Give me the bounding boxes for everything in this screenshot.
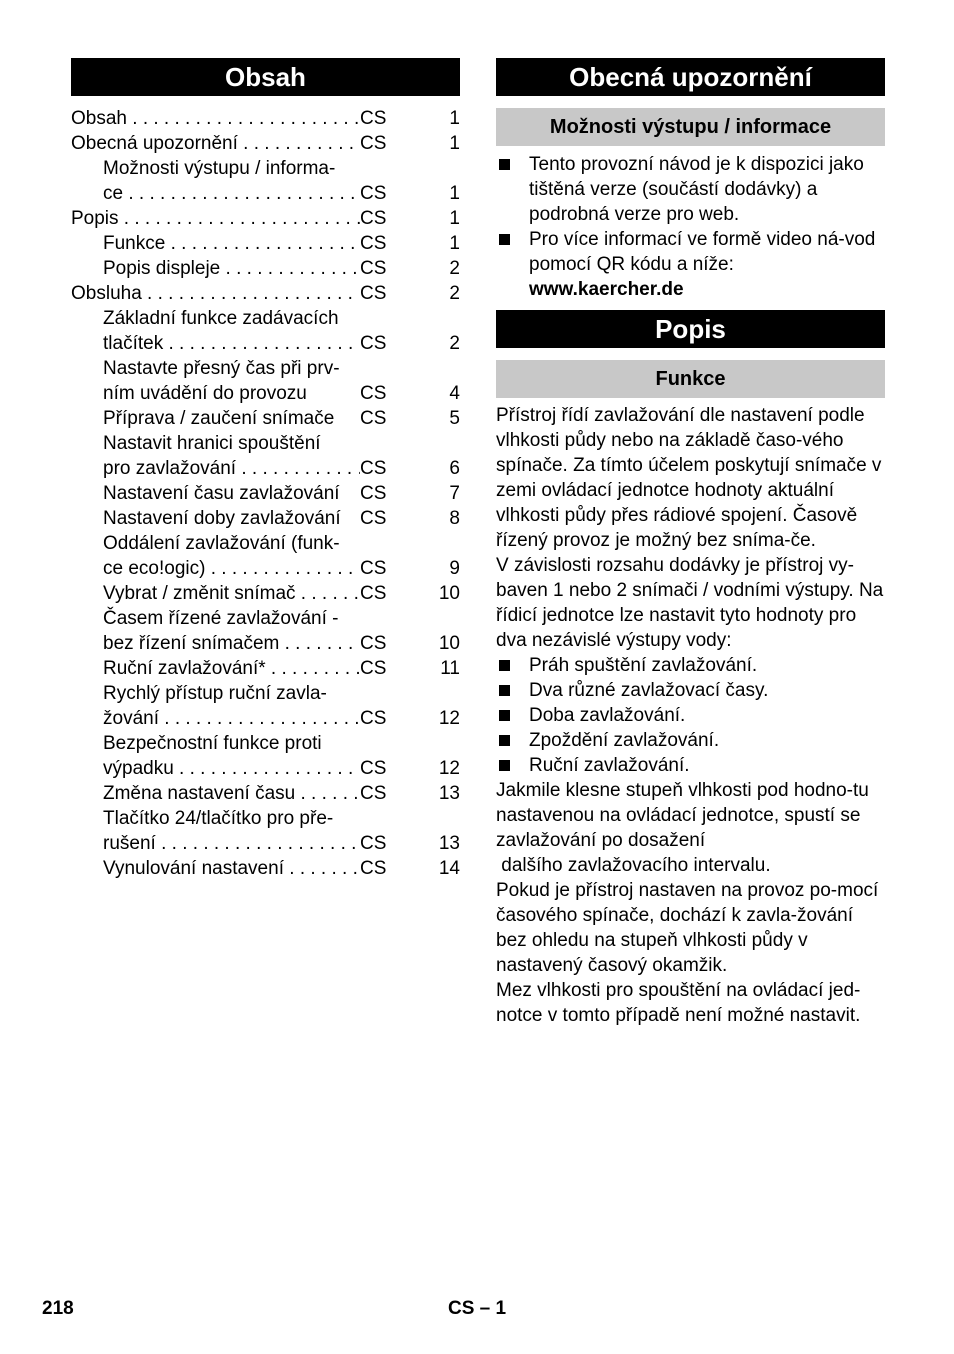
toc-entry-title [71, 856, 360, 881]
toc-entry-page: 2 [449, 283, 460, 304]
output-options-subheading: Možnosti výstupu / informace [496, 108, 885, 146]
toc-entry-language: CS [360, 708, 387, 729]
toc-entry-page: 11 [440, 658, 460, 679]
toc-entry-title-line: žování . . . [103, 706, 360, 731]
toc-entry[interactable] [71, 106, 460, 131]
toc-entry[interactable] [71, 731, 460, 781]
toc-entry[interactable] [71, 856, 460, 881]
toc-entry-title [71, 606, 360, 656]
toc-entry-title-line: Nastavit hranici spouštění [103, 433, 321, 454]
toc-entry-language: CS [360, 208, 387, 229]
toc-entry-page: 14 [438, 858, 460, 879]
toc-entry-title-line: tlačítek . . . [103, 331, 360, 356]
toc-entry-page: 2 [449, 258, 460, 279]
toc-entry-title [71, 406, 360, 431]
toc-entry[interactable] [71, 281, 460, 306]
paragraph: V závislosti rozsahu dodávky je přístroj vy-baven 1 nebo 2 snímači / vodními výstupy. Na řídicí jednotce lze nastavit tyto hodnoty pro dva nezávislé výstupy vody: [496, 555, 884, 651]
toc-entry-title [71, 106, 360, 131]
toc-entry-page: 2 [449, 333, 460, 354]
toc-entry-language: CS [360, 583, 387, 604]
toc-entry-title-line: Možnosti výstupu / informa- [103, 158, 336, 179]
toc-entry-title [71, 581, 360, 606]
toc-entry-title-line: Vybrat / změnit snímač . . . [103, 581, 360, 606]
list-item: Pro více informací ve formě video ná-vod pomocí QR kódu a níže: www.kaercher.de [496, 227, 885, 302]
toc-entry-title-line: Rychlý přístup ruční zavla- [103, 683, 327, 704]
toc-entry-title-line: pro zavlažování . . . [103, 456, 360, 481]
list-item: Tento provozní návod je k dispozici jako tištěná verze (součástí dodávky) a podrobná verze pro web. [496, 152, 885, 227]
toc-entry-language: CS [360, 133, 387, 154]
toc-entry-title [71, 781, 360, 806]
bullet-square-icon [499, 735, 510, 746]
toc-entry-title-line: Nastavení času zavlažování [103, 483, 340, 504]
bullet-square-icon [499, 710, 510, 721]
toc-entry-title [71, 256, 360, 281]
toc-entry-title [71, 156, 360, 206]
toc-entry-language: CS [360, 783, 387, 804]
toc-entry-title [71, 731, 360, 781]
toc-entry-page: 13 [438, 833, 460, 854]
toc-entry-title-line: Změna nastavení času . . . [103, 781, 360, 806]
toc-entry-page: 9 [449, 558, 460, 579]
toc-entry-language: CS [360, 108, 387, 129]
website-link[interactable]: www.kaercher.de [529, 279, 684, 300]
toc-entry-title [71, 481, 360, 506]
toc-entry[interactable] [71, 531, 460, 581]
toc-entry-language: CS [360, 258, 387, 279]
toc-entry-language: CS [360, 758, 387, 779]
toc-entry-language: CS [360, 833, 387, 854]
description-heading: Popis [496, 310, 885, 348]
toc-entry[interactable] [71, 406, 460, 431]
toc-entry-title-line: bez řízení snímačem . . . [103, 631, 360, 656]
toc-entry-title [71, 206, 360, 231]
toc-entry-title-line: rušení . . . [103, 831, 360, 856]
toc-entry-page: 1 [449, 133, 460, 154]
toc-entry-title [71, 306, 360, 356]
toc-entry-page: 1 [449, 233, 460, 254]
list-item: Ruční zavlažování. [496, 753, 885, 778]
toc-entry-title-line: Popis displeje . . . [103, 256, 360, 281]
toc-entry[interactable] [71, 256, 460, 281]
function-subheading: Funkce [496, 360, 885, 398]
toc-entry-language: CS [360, 383, 387, 404]
toc-entry-title [71, 131, 360, 156]
toc-entry-page: 1 [449, 183, 460, 204]
toc-entry-title [71, 231, 360, 256]
right-column [496, 58, 885, 1028]
paragraph: dalšího zavlažovacího intervalu. [496, 855, 771, 876]
toc-entry-title-line: Časem řízené zavlažování - [103, 608, 339, 629]
list-item: Práh spuštění zavlažování. [496, 653, 885, 678]
bullet-square-icon [499, 760, 510, 771]
toc-entry-title-line: Bezpečnostní funkce proti [103, 733, 322, 754]
contents-heading: Obsah [71, 58, 460, 96]
toc-entry-title-line: Popis . . . [71, 206, 360, 231]
toc-entry-title [71, 806, 360, 856]
toc-entry-language: CS [360, 858, 387, 879]
toc-entry[interactable] [71, 356, 460, 406]
paragraph: Jakmile klesne stupeň vlhkosti pod hodno-tu nastavenou na ovládací jednotce, spustí se zavlažování po dosažení [496, 780, 869, 851]
paragraph: Mez vlhkosti pro spouštění na ovládací jed-notce v tomto případě není možné nastavit. [496, 980, 861, 1026]
toc-entry-title-line: Oddálení zavlažování (funk- [103, 533, 340, 554]
toc-entry-page: 4 [449, 383, 460, 404]
toc-entry[interactable] [71, 781, 460, 806]
toc-entry-page: 10 [438, 583, 460, 604]
toc-entry-language: CS [360, 233, 387, 254]
toc-entry-title [71, 431, 360, 481]
section-page-label: CS – 1 [448, 1298, 507, 1319]
toc-entry-language: CS [360, 458, 387, 479]
toc-entry-language: CS [360, 633, 387, 654]
toc-entry-language: CS [360, 283, 387, 304]
settings-bullet-list [496, 653, 885, 778]
toc-entry-title [71, 656, 360, 681]
toc-entry[interactable] [71, 431, 460, 481]
bullet-square-icon [499, 685, 510, 696]
toc-entry-page: 13 [438, 783, 460, 804]
toc-entry-title [71, 356, 360, 406]
paragraph: Přístroj řídí zavlažování dle nastavení podle vlhkosti půdy nebo na základě časo-vého spínače. Za tímto účelem poskytují snímače v zemi ovládací jednotce hodnoty aktuální vlhkosti půdy přes rádiové spojení. Časově řízený provoz je možný bez sníma-če. [496, 405, 882, 551]
toc-entry-page: 7 [449, 483, 460, 504]
bullet-square-icon [499, 234, 510, 245]
toc-entry-page: 1 [449, 208, 460, 229]
toc-entry-title [71, 681, 360, 731]
list-item: Zpoždění zavlažování. [496, 728, 885, 753]
toc-entry-title-line: ce . . . [103, 181, 360, 206]
toc-entry-language: CS [360, 508, 387, 529]
toc-entry[interactable] [71, 206, 460, 231]
toc-entry-page: 5 [449, 408, 460, 429]
toc-entry-language: CS [360, 658, 387, 679]
toc-entry-title-line: Ruční zavlažování* . . . [103, 656, 360, 681]
toc-entry-title-line: Tlačítko 24/tlačítko pro pře- [103, 808, 334, 829]
toc-entry-page: 12 [438, 758, 460, 779]
toc-entry-title-line: ce eco!ogic) . . . [103, 556, 360, 581]
toc-entry-language: CS [360, 408, 387, 429]
toc-entry-title-line: Nastavení doby zavlažování [103, 508, 341, 529]
toc-entry-title-line: Obsluha . . . [71, 281, 360, 306]
toc-entry-title [71, 281, 360, 306]
toc-entry[interactable] [71, 306, 460, 356]
toc-entry[interactable] [71, 606, 460, 656]
bullet-square-icon [499, 660, 510, 671]
toc-entry-language: CS [360, 558, 387, 579]
paragraph: Pokud je přístroj nastaven na provoz po-mocí časového spínače, dochází k zavla-žování bez ohledu na stupeň vlhkosti půdy v nastavený časový okamžik. [496, 880, 879, 976]
toc-entry-title-line: Základní funkce zadávacích [103, 308, 339, 329]
toc-entry-title-line: ním uvádění do provozu [103, 383, 307, 404]
page-number: 218 [42, 1298, 74, 1319]
toc-entry-title-line: Příprava / zaučení snímače [103, 408, 335, 429]
toc-entry[interactable] [71, 581, 460, 606]
toc-entry-page: 1 [449, 108, 460, 129]
toc-entry-page: 12 [438, 708, 460, 729]
toc-entry-page: 10 [438, 633, 460, 654]
toc-entry-title-line: Vynulování nastavení . . . [103, 856, 360, 881]
toc-entry-title-line: Funkce . . . [103, 231, 360, 256]
left-column [71, 58, 460, 881]
toc-entry-language: CS [360, 483, 387, 504]
toc-entry[interactable] [71, 681, 460, 731]
toc-entry-page: 8 [449, 508, 460, 529]
list-item: Doba zavlažování. [496, 703, 885, 728]
toc-entry[interactable] [71, 131, 460, 156]
toc-entry-title [71, 506, 360, 531]
list-item: Dva různé zavlažovací časy. [496, 678, 885, 703]
toc-entry-title-line: Obsah . . . [71, 106, 360, 131]
table-of-contents [71, 106, 460, 881]
toc-entry[interactable] [71, 231, 460, 256]
toc-entry[interactable] [71, 656, 460, 681]
toc-entry[interactable] [71, 156, 460, 206]
toc-entry-language: CS [360, 183, 387, 204]
toc-entry[interactable] [71, 806, 460, 856]
toc-entry[interactable] [71, 506, 460, 531]
bullet-square-icon [499, 159, 510, 170]
toc-entry-title-line: Obecná upozornění . . . [71, 131, 360, 156]
info-bullet-list [496, 152, 885, 302]
toc-entry-language: CS [360, 333, 387, 354]
toc-entry-title [71, 531, 360, 581]
general-notes-heading: Obecná upozornění [496, 58, 885, 96]
toc-entry[interactable] [71, 481, 460, 506]
toc-entry-title-line: Nastavte přesný čas při prv- [103, 358, 340, 379]
toc-entry-page: 6 [449, 458, 460, 479]
toc-entry-title-line: výpadku . . . [103, 756, 360, 781]
